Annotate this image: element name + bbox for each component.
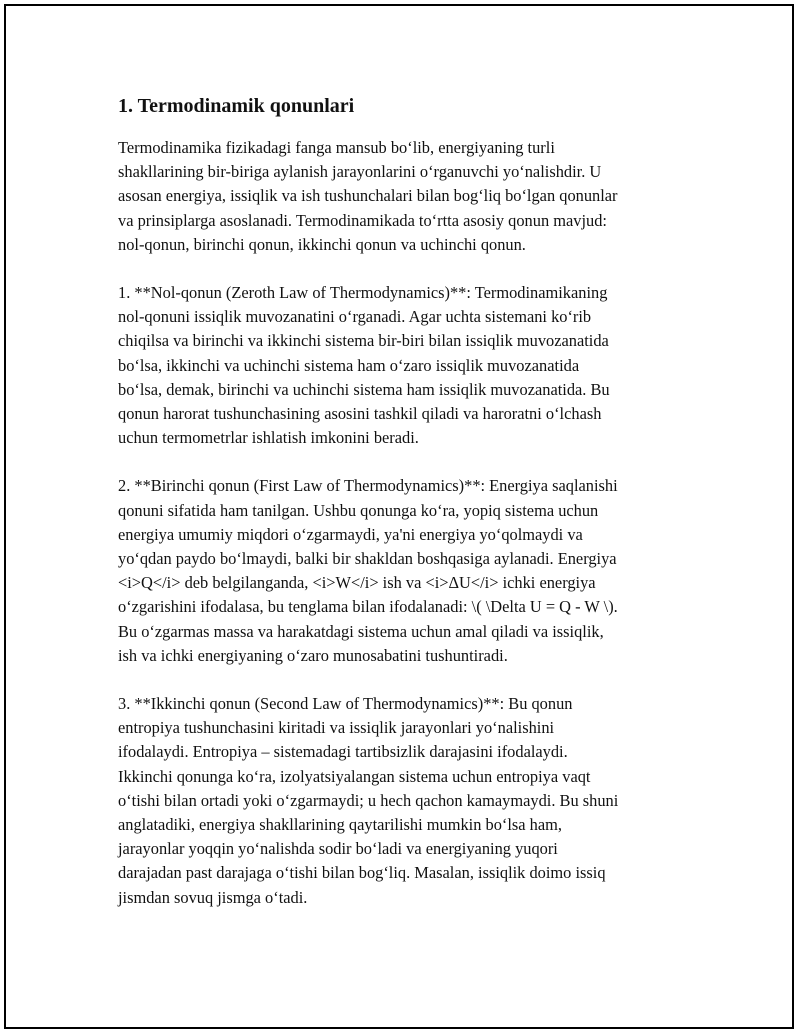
zeroth-law-paragraph: 1. **Nol-qonun (Zeroth Law of Thermodynamics)**: Termodinamikaning nol-qonuni issiqlik muvozanatini o‘rganadi. Agar uchta sistemani ko‘rib chiqilsa va birinchi va ikkinchi sistema bir-biri bilan issiqlik muvozanatida bo‘lsa, ikkinchi va uchinchi sistema ham o‘zaro issiqlik muvozanatida bo‘lsa, demak, birinchi va uchinchi sistema ham issiqlik muvozanatida. Bu qonun harorat tushunchasining asosini tashkil qiladi va haroratni o‘lchash uchun termometrlar ishlatish imkonini beradi. bbox=[118, 283, 610, 448]
intro-paragraph: Termodinamika fizikadagi fanga mansub bo‘lib, energiyaning turli shakllarining bir-biriga aylanish jarayonlarini o‘rganuvchi yo‘nalishdir. U asosan energiya, issiqlik va ish tushunchalari bilan bog‘liq bo‘lgan qonunlar va prinsiplarga asoslanadi. Termodinamikada to‘rtta asosiy qonun mavjud: nol-qonun, birinchi qonun, ikkinchi qonun va uchinchi qonun. bbox=[118, 138, 618, 254]
second-law-paragraph: 3. **Ikkinchi qonun (Second Law of Thermodynamics)**: Bu qonun entropiya tushunchasini kiritadi va issiqlik jarayonlari yo‘nalishini ifodalaydi. Entropiya – sistemadagi tartibsizlik darajasini ifodalaydi. Ikkinchi qonunga ko‘ra, izolyatsiyalangan sistema uchun entropiya vaqt o‘tishi bilan ortadi yoki o‘zgarmaydi; u hech qachon kamaymaydi. Bu shuni anglatadiki, energiya shakllarining qaytarilishi mumkin bo‘lsa ham, jarayonlar yoqqin yo‘nalishda sodir bo‘ladi va energiyaning yuqori darajadan past darajaga o‘tishi bilan bog‘liq. Masalan, issiqlik doimo issiq jismdan sovuq jismga o‘tadi. bbox=[118, 694, 619, 907]
document-heading: 1. Termodinamik qonunlari bbox=[118, 95, 355, 117]
document-body bbox=[118, 92, 690, 934]
first-law-paragraph: 2. **Birinchi qonun (First Law of Thermodynamics)**: Energiya saqlanishi qonuni sifatida ham tanilgan. Ushbu qonunga ko‘ra, yopiq sistema uchun energiya umumiy miqdori o‘zgarmaydi, ya'ni energiya yo‘qolmaydi va yo‘qdan paydo bo‘lmaydi, balki bir shakldan boshqasiga aylanadi. Energiya <i>Q</i> deb belgilanganda, <i>W</i> ish va <i>ΔU</i> ichki energiya o‘zgarishini ifodalasa, bu tenglama bilan ifodalanadi: \( \Delta U = Q - W \). Bu o‘zgarmas massa va harakatdagi sistema uchun amal qiladi va issiqlik, ish va ichki energiyaning o‘zaro munosabatini tushuntiradi. bbox=[118, 476, 618, 665]
